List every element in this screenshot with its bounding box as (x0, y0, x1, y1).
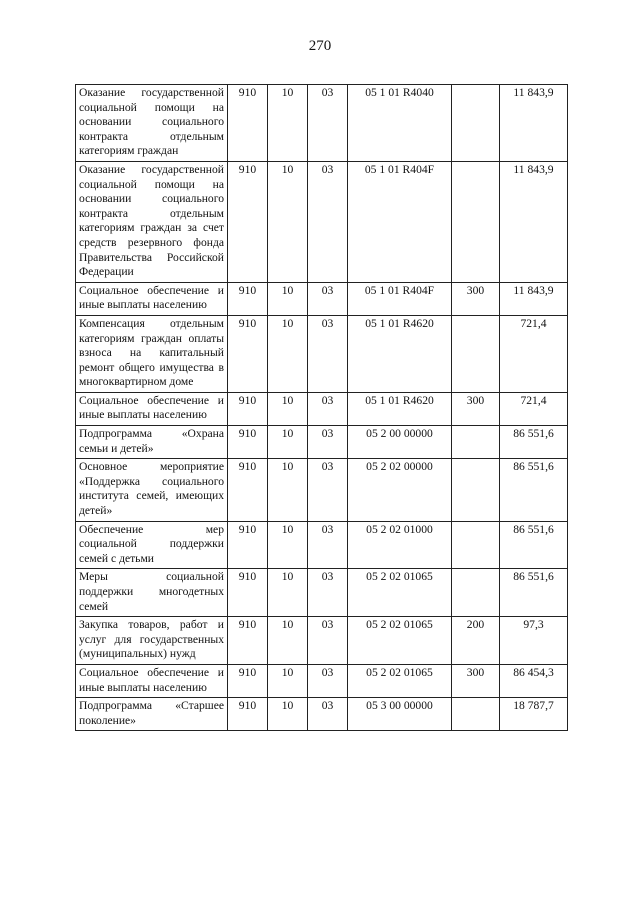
section-code-cell: 10 (268, 521, 308, 569)
subsection-code-cell: 03 (308, 698, 348, 731)
item-name-cell: Оказание государственной социальной помощи на основании социального контракта отдельным категориям граждан за счет средств резервного фонда Правительства Российской Федерации (76, 161, 228, 282)
section-code-cell: 10 (268, 617, 308, 665)
amount-cell: 18 787,7 (500, 698, 568, 731)
section-code-cell: 10 (268, 698, 308, 731)
section-code-cell: 10 (268, 569, 308, 617)
target-article-cell: 05 2 00 00000 (348, 426, 452, 459)
amount-cell: 86 551,6 (500, 569, 568, 617)
target-article-cell: 05 2 02 00000 (348, 459, 452, 521)
target-article-cell: 05 2 02 01065 (348, 664, 452, 697)
target-article-cell: 05 2 02 01000 (348, 521, 452, 569)
table-row (76, 282, 568, 315)
expense-type-cell (452, 85, 500, 162)
amount-cell: 86 551,6 (500, 459, 568, 521)
ministry-code-cell: 910 (228, 85, 268, 162)
item-name-cell: Оказание государственной социальной помощи на основании социального контракта отдельным категориям граждан (76, 85, 228, 162)
ministry-code-cell: 910 (228, 392, 268, 425)
target-article-cell: 05 1 01 R4040 (348, 85, 452, 162)
subsection-code-cell: 03 (308, 282, 348, 315)
ministry-code-cell: 910 (228, 617, 268, 665)
item-name-cell: Подпрограмма «Старшее поколение» (76, 698, 228, 731)
table-row (76, 698, 568, 731)
table-row (76, 569, 568, 617)
target-article-cell: 05 2 02 01065 (348, 569, 452, 617)
amount-cell: 721,4 (500, 315, 568, 392)
target-article-cell: 05 1 01 R404F (348, 161, 452, 282)
table-row (76, 85, 568, 162)
subsection-code-cell: 03 (308, 664, 348, 697)
amount-cell: 721,4 (500, 392, 568, 425)
subsection-code-cell: 03 (308, 85, 348, 162)
ministry-code-cell: 910 (228, 698, 268, 731)
section-code-cell: 10 (268, 426, 308, 459)
expense-type-cell (452, 426, 500, 459)
expense-type-cell (452, 521, 500, 569)
section-code-cell: 10 (268, 315, 308, 392)
subsection-code-cell: 03 (308, 617, 348, 665)
expense-type-cell (452, 459, 500, 521)
item-name-cell: Основное мероприятие «Поддержка социального института семей, имеющих детей» (76, 459, 228, 521)
table-row (76, 617, 568, 665)
table-row (76, 459, 568, 521)
expense-type-cell: 300 (452, 282, 500, 315)
amount-cell: 97,3 (500, 617, 568, 665)
expense-type-cell (452, 698, 500, 731)
ministry-code-cell: 910 (228, 664, 268, 697)
target-article-cell: 05 1 01 R404F (348, 282, 452, 315)
subsection-code-cell: 03 (308, 392, 348, 425)
target-article-cell: 05 3 00 00000 (348, 698, 452, 731)
section-code-cell: 10 (268, 664, 308, 697)
item-name-cell: Социальное обеспечение и иные выплаты населению (76, 282, 228, 315)
expense-type-cell: 300 (452, 664, 500, 697)
budget-table (75, 84, 568, 731)
subsection-code-cell: 03 (308, 315, 348, 392)
item-name-cell: Закупка товаров, работ и услуг для государственных (муниципальных) нужд (76, 617, 228, 665)
amount-cell: 11 843,9 (500, 85, 568, 162)
ministry-code-cell: 910 (228, 569, 268, 617)
expense-type-cell: 200 (452, 617, 500, 665)
item-name-cell: Компенсация отдельным категориям граждан оплаты взноса на капитальный ремонт общего имущества в многоквартирном доме (76, 315, 228, 392)
expense-type-cell (452, 315, 500, 392)
section-code-cell: 10 (268, 392, 308, 425)
subsection-code-cell: 03 (308, 161, 348, 282)
target-article-cell: 05 1 01 R4620 (348, 315, 452, 392)
amount-cell: 11 843,9 (500, 282, 568, 315)
item-name-cell: Социальное обеспечение и иные выплаты населению (76, 664, 228, 697)
subsection-code-cell: 03 (308, 426, 348, 459)
table-row (76, 161, 568, 282)
expense-type-cell: 300 (452, 392, 500, 425)
ministry-code-cell: 910 (228, 459, 268, 521)
item-name-cell: Подпрограмма «Охрана семьи и детей» (76, 426, 228, 459)
expense-type-cell (452, 161, 500, 282)
subsection-code-cell: 03 (308, 459, 348, 521)
table-row (76, 426, 568, 459)
target-article-cell: 05 2 02 01065 (348, 617, 452, 665)
table-row (76, 392, 568, 425)
section-code-cell: 10 (268, 161, 308, 282)
budget-table-body (76, 85, 568, 731)
amount-cell: 86 551,6 (500, 426, 568, 459)
item-name-cell: Социальное обеспечение и иные выплаты населению (76, 392, 228, 425)
page-number: 270 (308, 38, 332, 54)
amount-cell: 86 551,6 (500, 521, 568, 569)
ministry-code-cell: 910 (228, 315, 268, 392)
subsection-code-cell: 03 (308, 521, 348, 569)
table-row (76, 521, 568, 569)
item-name-cell: Меры социальной поддержки многодетных семей (76, 569, 228, 617)
ministry-code-cell: 910 (228, 282, 268, 315)
table-row (76, 664, 568, 697)
target-article-cell: 05 1 01 R4620 (348, 392, 452, 425)
expense-type-cell (452, 569, 500, 617)
table-row (76, 315, 568, 392)
ministry-code-cell: 910 (228, 426, 268, 459)
section-code-cell: 10 (268, 85, 308, 162)
section-code-cell: 10 (268, 282, 308, 315)
item-name-cell: Обеспечение мер социальной поддержки семей с детьми (76, 521, 228, 569)
section-code-cell: 10 (268, 459, 308, 521)
subsection-code-cell: 03 (308, 569, 348, 617)
ministry-code-cell: 910 (228, 161, 268, 282)
ministry-code-cell: 910 (228, 521, 268, 569)
amount-cell: 11 843,9 (500, 161, 568, 282)
amount-cell: 86 454,3 (500, 664, 568, 697)
